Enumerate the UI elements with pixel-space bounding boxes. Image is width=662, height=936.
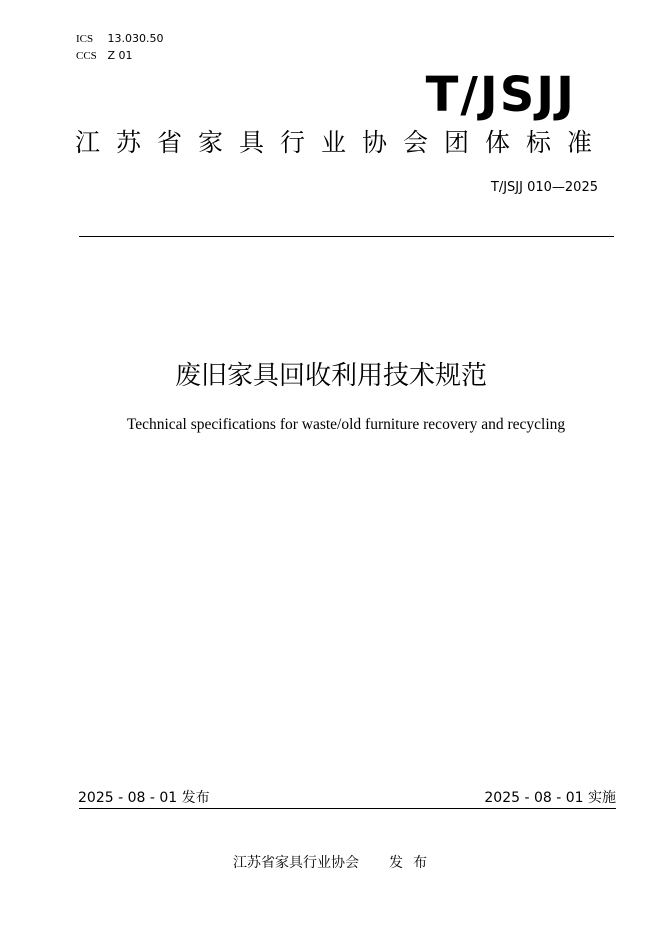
ics-value: 13.030.50 bbox=[107, 32, 164, 45]
standard-number: T/JSJJ 010—2025 bbox=[490, 180, 598, 195]
ccs-label: CCS bbox=[76, 50, 97, 62]
org-standard-title: 江苏省家具行业协会团体标准 bbox=[75, 128, 609, 157]
ccs-value: Z 01 bbox=[107, 49, 133, 62]
issuer-line bbox=[233, 853, 437, 873]
standard-logo: T/JSJJ bbox=[425, 67, 576, 123]
issuer-name: 江苏省家具行业协会 bbox=[233, 855, 359, 871]
top-divider bbox=[79, 236, 614, 237]
issue-action: 发布 bbox=[389, 855, 437, 871]
ics-label: ICS bbox=[76, 33, 94, 45]
bottom-divider bbox=[79, 808, 616, 809]
document-title-chinese: 废旧家具回收利用技术规范 bbox=[174, 361, 487, 391]
implement-date: 2025 - 08 - 01 实施 bbox=[484, 790, 616, 806]
ics-classification bbox=[76, 32, 163, 46]
publish-date: 2025 - 08 - 01 发布 bbox=[78, 790, 210, 806]
document-title-english: Technical specifications for waste/old furniture recovery and recycling bbox=[126, 416, 566, 433]
ccs-classification bbox=[76, 49, 133, 63]
